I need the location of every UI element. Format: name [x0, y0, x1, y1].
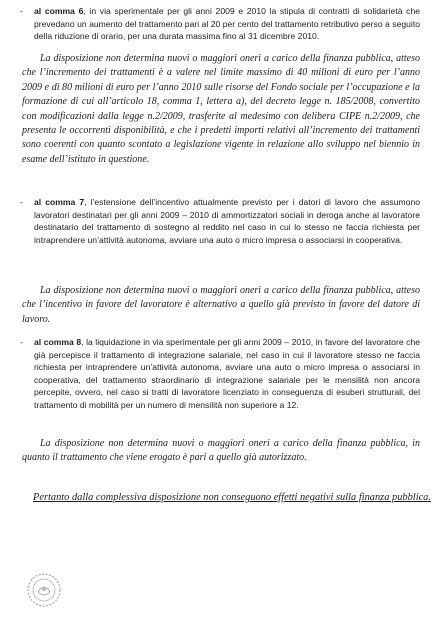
bullet-dash: -	[20, 197, 23, 207]
bullet-dash: -	[20, 337, 23, 347]
bullet-dash: -	[20, 6, 23, 16]
comma-body: , in via sperimentale per gli anni 2009 e 2010 la stipula di contratti di solidarietà che prevedano un aumento del trattamento pari al 20 per cento del trattamento retributivo perso a seguito della riduzione di orario, per una durata massima fino al 31 dicembre 2010.	[34, 6, 421, 42]
comma-body: , la liquidazione in via sperimentale per gli anni 2009 – 2010, in favore del lavoratore che già percepisce il trattamento di integrazione salariale, nel caso in cui il lavoratore stesso ne faccia richiesta per intraprendere un’attività autonoma, avviare una auto o micro impresa o associarsi in cooperativa, del trattamento straordinario di integrazione salariale per le mensilità non ancora percepite, ovvero, nel caso si tratti di lavoratore licenziato in conseguenza di esuberi strutturali, del trattamento di mobilità per un numero di mensilità non superiore a 12.	[34, 337, 421, 410]
comma-ref: al comma 8	[34, 337, 82, 347]
list-item-comma-7	[20, 196, 420, 276]
list-item-comma-8	[20, 336, 420, 436]
paragraph-text: La disposizione non determina nuovi o maggiori oneri a carico della finanza pubblica, atteso che l’incremento dei trattamenti è a valere nel limite massimo di 40 milioni di euro per l’anno 2009 e di 80 milioni di euro per l’anno 2010 sulle risorse del Fondo sociale per l’occupazione e la formazione di cui all’articolo 18, comma 1, lettera a), del decreto legge n. 185/2008, convertito con modificazioni dalla legge n.2/2009, trasferite al medesimo con delibera CIPE n.2/2009, che presenta le occorrenti disponibilità, e che i predetti importi relativi all’incremento dei trattamenti sono coerenti con quanto scontato a legislazione vigente in relazione allo sviluppo nel biennio in esame dell’istituto in questione.	[22, 53, 420, 165]
comma-body: , l’estensione dell’incentivo attualmente previsto per i datori di lavoro che assumono lavoratori destinatari per gli anni 2009 – 2010 di ammortizzatori sociali in deroga anche al lavoratore destinatario del trattamento di sostegno al reddito nel caso in cui lo stesso ne faccia richiesta per intraprendere un’attività autonoma, avviare una auto o micro impresa o associarsi in cooperativa.	[34, 197, 420, 245]
circular-stamp-icon	[26, 572, 62, 608]
conclusion-text: Pertanto dalla complessiva disposizione non conseguono effetti negativi sulla finanza pubblica.	[33, 492, 431, 503]
list-item-comma-6	[20, 5, 420, 45]
paragraph-text: La disposizione non determina nuovi o maggiori oneri a carico della finanza pubblica, atteso che l’incentivo in favore del lavoratore è alternativo a quello già previsto in favore del datore di lavoro.	[22, 285, 420, 325]
comma-ref: al comma 7	[34, 197, 85, 207]
comma-ref: al comma 6	[34, 6, 84, 16]
paragraph-text: La disposizione non determina nuovi o maggiori oneri a carico della finanza pubblica, in quanto il trattamento che viene erogato è pari a quello già autorizzato.	[22, 438, 420, 464]
bullet-text	[34, 336, 420, 412]
bullet-text	[34, 196, 420, 246]
bullet-text	[34, 5, 420, 43]
